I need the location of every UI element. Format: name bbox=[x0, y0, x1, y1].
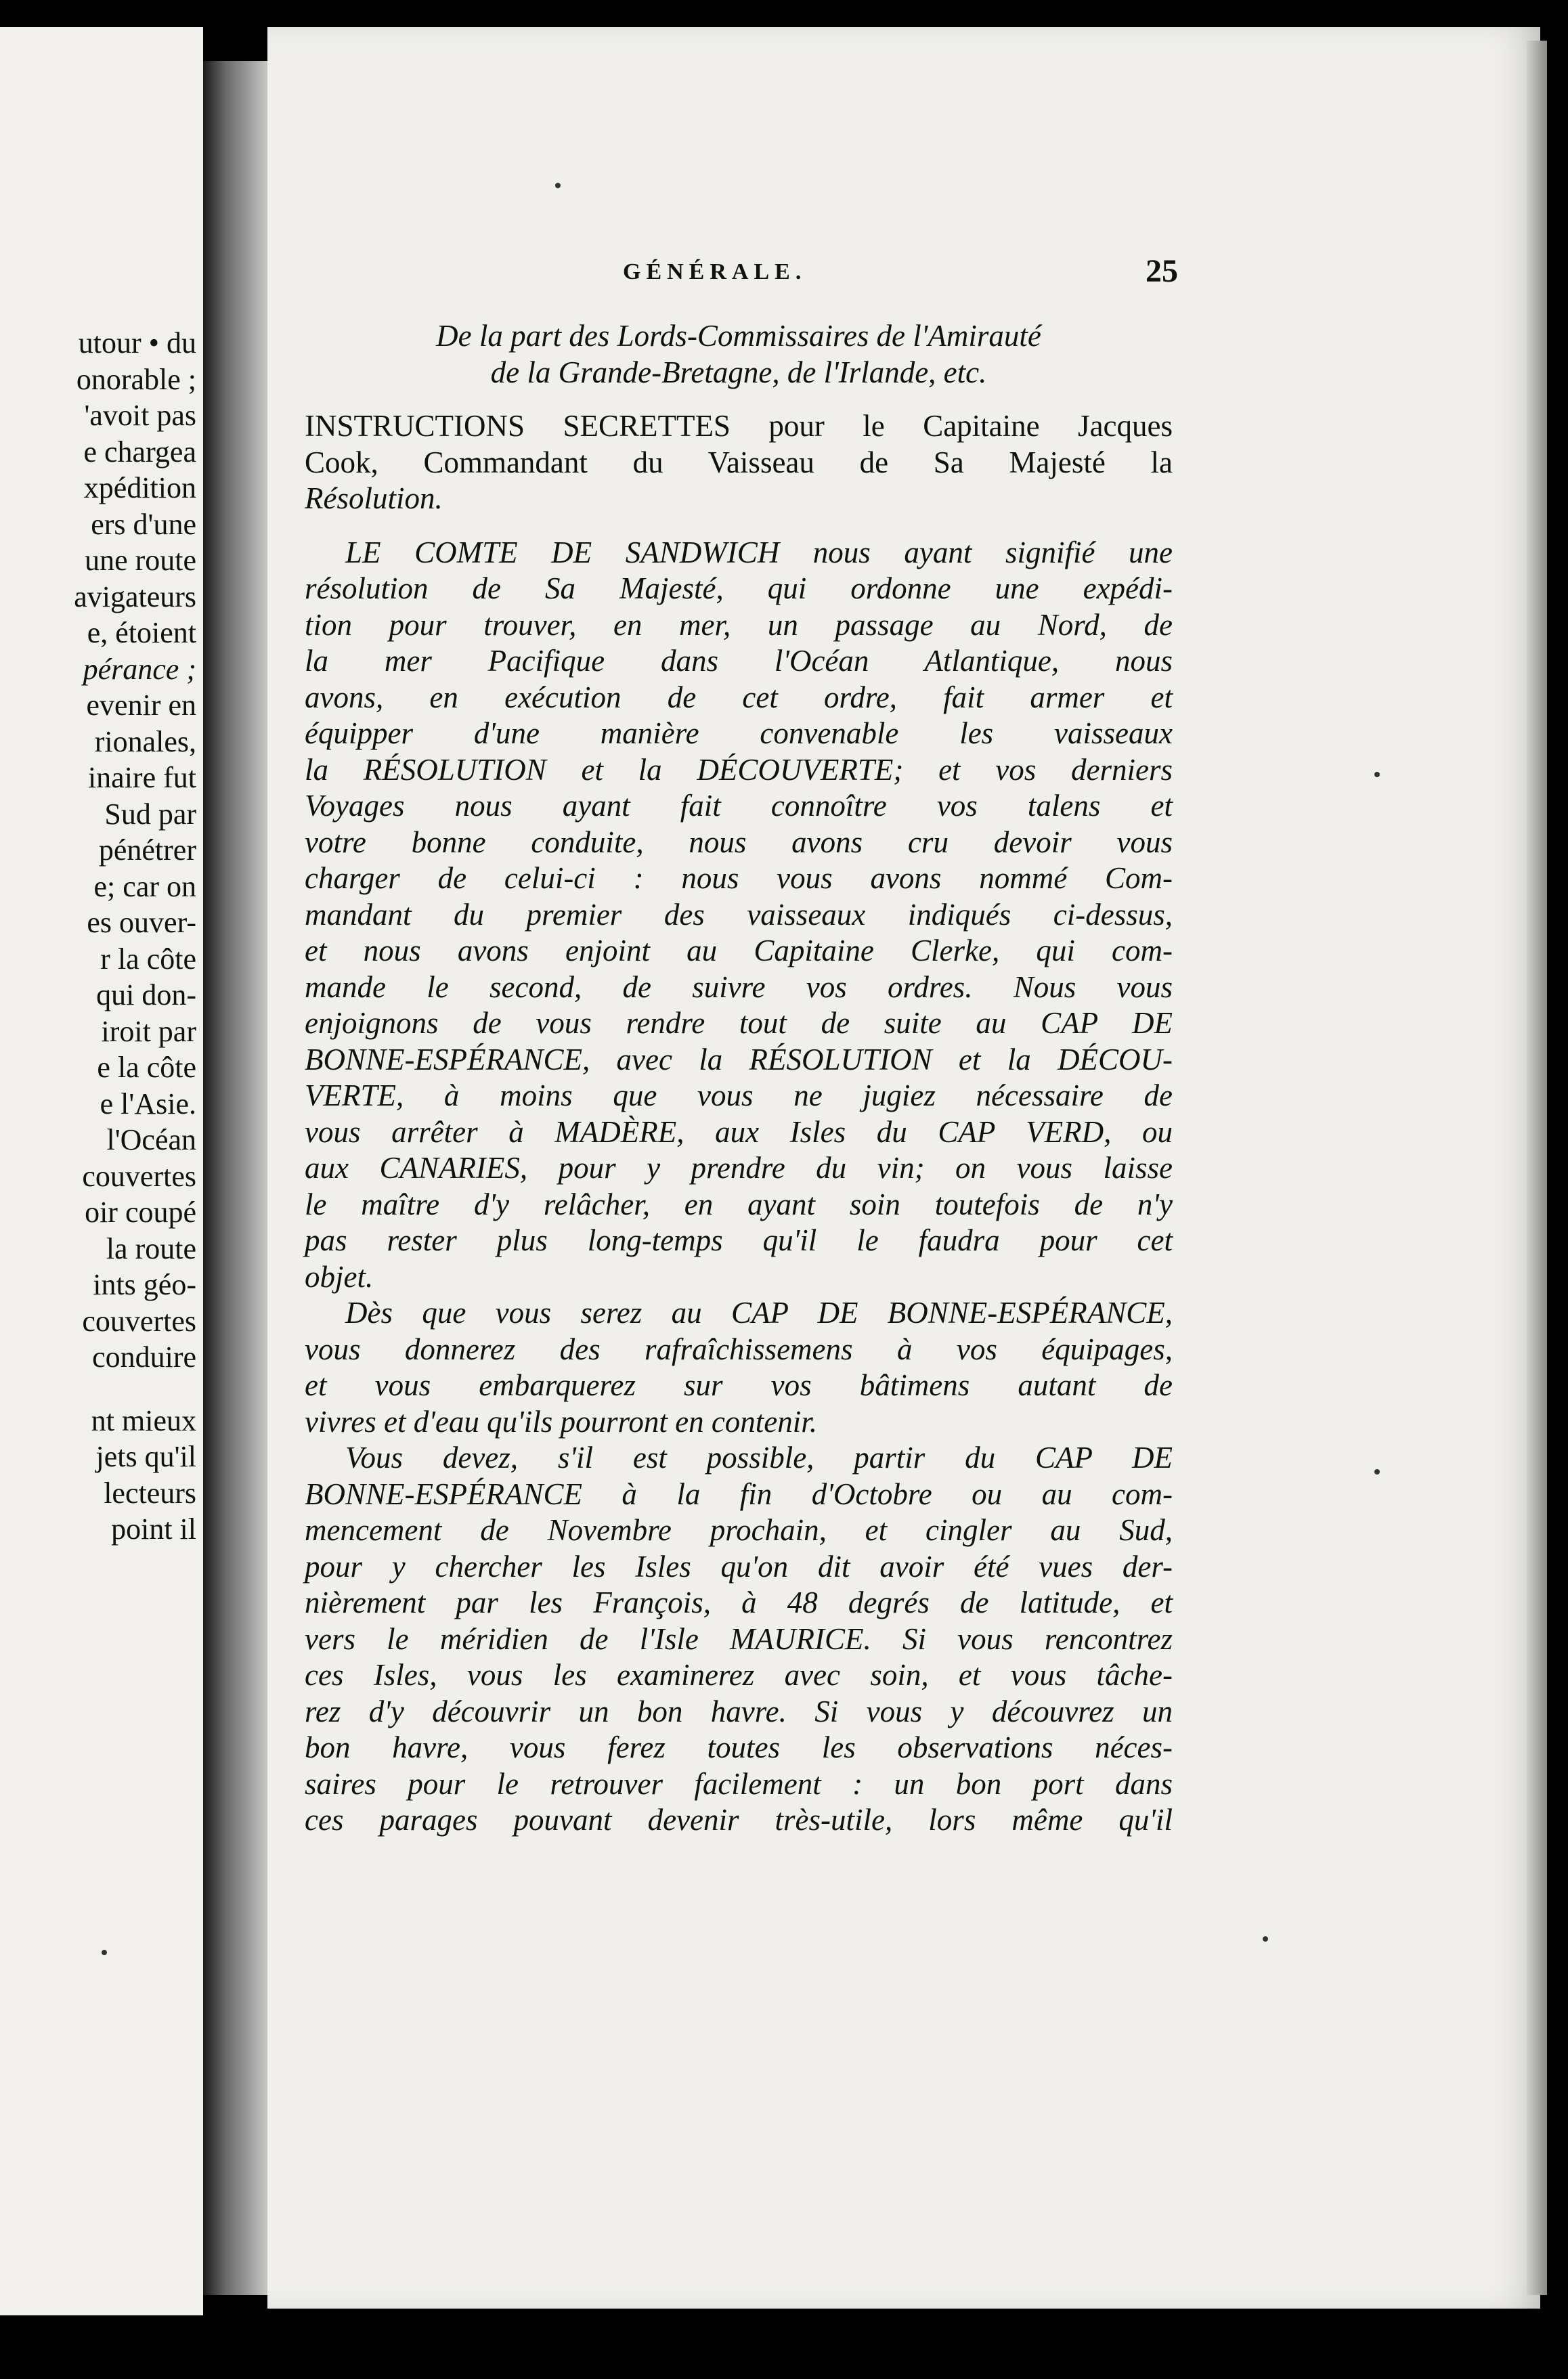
paragraph-2 bbox=[305, 1295, 1173, 1440]
left-line: lecteurs bbox=[104, 1476, 196, 1510]
text-line: mandant du premier des vaisseaux indiqués ci-dessus, bbox=[305, 897, 1173, 932]
page-number: 25 bbox=[1146, 253, 1178, 289]
left-line: ers d'une bbox=[91, 507, 196, 541]
left-line: inaire fut bbox=[87, 761, 196, 794]
left-line: pérance ; bbox=[83, 652, 196, 686]
text-line: avons, en exécution de cet ordre, fait armer et bbox=[305, 680, 1173, 714]
left-line: e chargea bbox=[83, 435, 196, 468]
left-line: r la côte bbox=[100, 942, 196, 976]
text-line: objet. bbox=[305, 1259, 374, 1294]
text-line: résolution de Sa Majesté, qui ordonne une expédi- bbox=[305, 571, 1173, 605]
left-line: e l'Asie. bbox=[100, 1087, 196, 1120]
text-line: saires pour le retrouver facilement : un bon port dans bbox=[305, 1766, 1173, 1801]
paragraph-1 bbox=[305, 535, 1173, 1296]
left-line: xpédition bbox=[83, 471, 196, 504]
text-line: aux CANARIES, pour y prendre du vin; on vous laisse bbox=[305, 1151, 1173, 1185]
text-line: charger de celui-ci : nous vous avons nommé Com- bbox=[305, 861, 1173, 895]
text-line: mande le second, de suivre vos ordres. Nous vous bbox=[305, 969, 1173, 1004]
text-line: la RÉSOLUTION et la DÉCOUVERTE; et vos derniers bbox=[305, 752, 1173, 787]
left-line: l'Océan bbox=[106, 1123, 196, 1156]
left-line: ints géo- bbox=[93, 1268, 196, 1301]
text-line: Dès que vous serez au CAP DE BONNE-ESPÉRANCE, bbox=[345, 1296, 1173, 1330]
paragraph-3 bbox=[305, 1440, 1173, 1839]
left-line: 'avoit pas bbox=[84, 399, 196, 432]
text-line: vers le méridien de l'Isle MAURICE. Si vous rencontrez bbox=[305, 1621, 1173, 1656]
left-line: rionales, bbox=[94, 724, 196, 758]
left-line: couvertes bbox=[82, 1159, 196, 1193]
text-line: tion pour trouver, en mer, un passage au Nord, de bbox=[305, 607, 1173, 642]
left-line: e, étoient bbox=[87, 616, 196, 649]
instructions-line: Résolution. bbox=[305, 481, 443, 515]
text-line: vous arrêter à MADÈRE, aux Isles du CAP VERD, ou bbox=[305, 1114, 1173, 1149]
text-line: et nous avons enjoint au Capitaine Clerke, qui com- bbox=[305, 934, 1173, 967]
left-line: point il bbox=[111, 1512, 196, 1546]
paper-speck bbox=[1374, 1469, 1380, 1475]
heading-line: De la part des Lords-Commissaires de l'Amirauté bbox=[436, 319, 1041, 353]
text-line: enjoignons de vous rendre tout de suite au CAP DE bbox=[305, 1006, 1173, 1040]
instructions-line: Cook, Commandant du Vaisseau de Sa Majesté la bbox=[305, 445, 1173, 479]
left-line: une route bbox=[85, 544, 196, 577]
text-line: VERTE, à moins que vous ne jugiez nécessaire de bbox=[305, 1078, 1173, 1112]
page-edge bbox=[1527, 41, 1547, 2295]
text-line: votre bonne conduite, nous avons cru devoir vous bbox=[305, 825, 1173, 859]
text-line: ces parages pouvant devenir très-utile, lors même qu'il bbox=[305, 1803, 1173, 1837]
running-head: GÉNÉRALE. bbox=[623, 259, 807, 284]
text-line: Vous devez, s'il est possible, partir du CAP DE bbox=[345, 1441, 1173, 1475]
left-line: avigateurs bbox=[74, 580, 196, 613]
text-line: vous donnerez des rafraîchissemens à vos équipages, bbox=[305, 1332, 1173, 1366]
left-line: e la côte bbox=[97, 1051, 196, 1084]
left-line: utour • du bbox=[78, 326, 196, 359]
body-text bbox=[305, 318, 1173, 1839]
left-line: pénétrer bbox=[98, 833, 196, 867]
text-line: mencement de Novembre prochain, et cingler au Sud, bbox=[305, 1513, 1173, 1547]
heading-line: de la Grande-Bretagne, de l'Irlande, etc. bbox=[490, 355, 987, 389]
left-line: qui don- bbox=[96, 978, 196, 1011]
text-line: rez d'y découvrir un bon havre. Si vous y découvrez un bbox=[305, 1694, 1173, 1728]
text-line: pour y chercher les Isles qu'on dit avoir été vues der- bbox=[305, 1549, 1173, 1584]
text-line: et vous embarquerez sur vos bâtimens autant de bbox=[305, 1368, 1173, 1402]
left-line: e; car on bbox=[93, 869, 196, 903]
left-line: es ouver- bbox=[87, 906, 196, 939]
paper-speck bbox=[1263, 1936, 1268, 1942]
left-facing-page bbox=[0, 27, 203, 2315]
left-line: onorable ; bbox=[76, 362, 196, 396]
text-line: BONNE-ESPÉRANCE, avec la RÉSOLUTION et la DÉCOU- bbox=[305, 1042, 1173, 1076]
paper-speck bbox=[1374, 772, 1380, 777]
paper-speck bbox=[102, 1950, 107, 1955]
left-line: jets qu'il bbox=[95, 1440, 196, 1473]
text-line: LE COMTE DE SANDWICH nous ayant signifié une bbox=[345, 535, 1173, 569]
text-line: pas rester plus long-temps qu'il le faudra pour cet bbox=[305, 1223, 1173, 1257]
text-line: nièrement par les François, à 48 degrés de latitude, et bbox=[305, 1586, 1173, 1619]
page-header bbox=[366, 240, 1178, 288]
left-line: nt mieux bbox=[91, 1403, 196, 1437]
instructions-line: INSTRUCTIONS SECRETTES pour le Capitaine Jacques bbox=[305, 409, 1173, 443]
left-line: la route bbox=[106, 1231, 196, 1265]
left-line: iroit par bbox=[101, 1014, 196, 1048]
left-line: oir coupé bbox=[85, 1196, 196, 1229]
left-page-text bbox=[0, 325, 196, 1548]
text-line: la mer Pacifique dans l'Océan Atlantique, nous bbox=[305, 644, 1173, 678]
left-line: evenir en bbox=[86, 689, 196, 722]
left-line: conduire bbox=[92, 1340, 196, 1374]
text-line: bon havre, vous ferez toutes les observations néces- bbox=[305, 1730, 1173, 1764]
book-gutter bbox=[203, 61, 267, 2295]
text-line: le maître d'y relâcher, en ayant soin toutefois de n'y bbox=[305, 1187, 1173, 1221]
text-line: vivres et d'eau qu'ils pourront en contenir. bbox=[305, 1404, 818, 1439]
text-line: équipper d'une manière convenable les vaisseaux bbox=[305, 716, 1173, 750]
left-line: couvertes bbox=[82, 1304, 196, 1338]
text-line: BONNE-ESPÉRANCE à la fin d'Octobre ou au com- bbox=[305, 1477, 1173, 1511]
paper-speck bbox=[555, 183, 561, 188]
text-line: Voyages nous ayant fait connoître vos talens et bbox=[305, 789, 1173, 823]
text-line: ces Isles, vous les examinerez avec soin, et vous tâche- bbox=[305, 1658, 1173, 1692]
left-line: Sud par bbox=[104, 797, 196, 831]
